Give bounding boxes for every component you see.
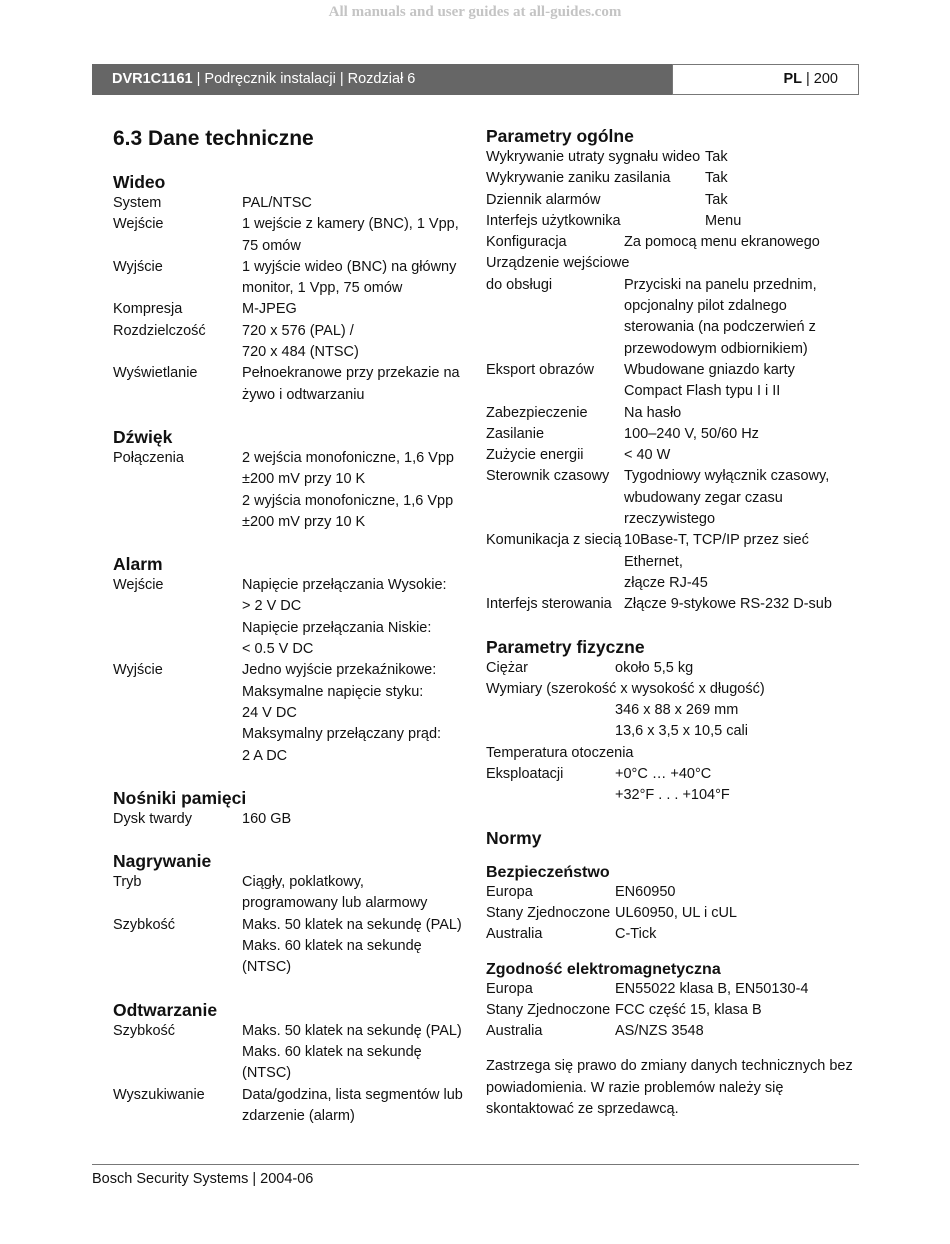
spec-value-line: 2 wyjścia monofoniczne, 1,6 Vpp bbox=[242, 492, 454, 509]
spec-value-line: 1 wyjście wideo (BNC) na główny bbox=[242, 258, 457, 275]
spec-value bbox=[705, 190, 856, 211]
spec-value-line: < 40 W bbox=[624, 447, 671, 464]
spec-value-line: programowany lub alarmowy bbox=[242, 895, 428, 912]
spec-value-line: 346 x 88 x 269 mm bbox=[615, 702, 739, 719]
spec-value-line: 2 A DC bbox=[242, 747, 288, 764]
spec-value-line: 24 V DC bbox=[242, 704, 297, 721]
spec-value bbox=[615, 700, 856, 743]
spec-row bbox=[486, 190, 856, 211]
spec-value bbox=[242, 1021, 473, 1085]
subsection-heading: Zgodność elektromagnetyczna bbox=[486, 960, 721, 978]
spec-label: System bbox=[113, 195, 162, 211]
section-heading: Parametry ogólne bbox=[486, 126, 634, 146]
header-subtitle: | Podręcznik instalacji | Rozdział 6 bbox=[192, 71, 416, 87]
spec-label: Interfejs użytkownika bbox=[486, 212, 621, 229]
spec-value-line: Compact Flash typu I i II bbox=[624, 383, 781, 400]
spec-label: Australia bbox=[486, 926, 543, 943]
spec-label: Dysk twardy bbox=[113, 810, 192, 827]
spec-value-line: Maks. 60 klatek na sekundę bbox=[242, 1043, 422, 1060]
section-heading: Alarm bbox=[113, 554, 163, 575]
spec-value-line: UL60950, UL i cUL bbox=[615, 904, 737, 921]
spec-value bbox=[242, 575, 473, 660]
spec-value-line: Za pomocą menu ekranowego bbox=[624, 234, 820, 251]
model-name: DVR1C1161 bbox=[112, 71, 193, 87]
section-heading: Odtwarzanie bbox=[113, 999, 218, 1020]
language-code: PL bbox=[783, 71, 802, 87]
spec-row bbox=[113, 214, 473, 257]
spec-row bbox=[113, 257, 473, 300]
subsection-heading: Bezpieczeństwo bbox=[486, 863, 610, 881]
spec-label: Europa bbox=[486, 980, 533, 997]
spec-label: Eksploatacji bbox=[486, 766, 564, 783]
spec-label: Wyszukiwanie bbox=[113, 1086, 205, 1103]
spec-label: Szybkość bbox=[113, 916, 176, 933]
spec-value bbox=[705, 211, 856, 232]
spec-row bbox=[486, 594, 856, 615]
spec-label: Eksport obrazów bbox=[486, 361, 594, 378]
section-playback bbox=[113, 999, 473, 1127]
spec-value bbox=[624, 466, 856, 530]
spec-value-line: wbudowany zegar czasu bbox=[624, 489, 783, 506]
spec-value-line: Tak bbox=[705, 149, 728, 165]
spec-value-line: rzeczywistego bbox=[624, 511, 716, 528]
spec-value-line: Data/godzina, lista segmentów lub bbox=[242, 1086, 463, 1103]
spec-row bbox=[486, 403, 856, 424]
spec-label: Tryb bbox=[113, 874, 142, 891]
spec-value bbox=[615, 882, 856, 903]
spec-value bbox=[624, 530, 856, 594]
section-heading: Nagrywanie bbox=[113, 851, 212, 872]
spec-value bbox=[242, 321, 473, 364]
spec-row bbox=[486, 445, 856, 466]
spec-value-line: EN55022 klasa B, EN50130-4 bbox=[615, 980, 809, 997]
spec-label: Zabezpieczenie bbox=[486, 404, 588, 421]
spec-row bbox=[486, 530, 856, 594]
spec-value-line: około 5,5 kg bbox=[615, 659, 694, 676]
spec-value-line: Maks. 50 klatek na sekundę (PAL) bbox=[242, 916, 462, 933]
spec-value bbox=[242, 193, 473, 214]
spec-label: Rozdzielczość bbox=[113, 322, 206, 339]
spec-value bbox=[615, 764, 856, 807]
spec-value bbox=[705, 168, 856, 189]
spec-value-line: Menu bbox=[705, 212, 742, 229]
spec-value-line: Złącze 9-stykowe RS-232 D-sub bbox=[624, 596, 832, 613]
spec-value bbox=[615, 924, 856, 945]
spec-label: do obsługi bbox=[486, 276, 553, 293]
spec-value bbox=[624, 445, 856, 466]
spec-label: Kompresja bbox=[113, 301, 183, 318]
dimensions-label: Wymiary (szerokość x wysokość x długość) bbox=[486, 680, 765, 697]
spec-label: Konfiguracja bbox=[486, 234, 567, 251]
spec-value-line: Maksymalne napięcie styku: bbox=[242, 683, 424, 700]
spec-value bbox=[242, 872, 473, 915]
page-number: | 200 bbox=[801, 71, 838, 87]
section-recording bbox=[113, 850, 473, 978]
section-heading: Dźwięk bbox=[113, 426, 173, 447]
spec-value-line: 100–240 V, 50/60 Hz bbox=[624, 425, 759, 442]
spec-row bbox=[486, 147, 856, 168]
spec-row bbox=[113, 872, 473, 915]
spec-label: Stany Zjednoczone bbox=[486, 904, 611, 921]
spec-row bbox=[113, 915, 473, 979]
section-heading: Wideo bbox=[113, 172, 166, 192]
spec-label: Wyświetlanie bbox=[113, 365, 198, 382]
spec-value bbox=[624, 360, 856, 403]
spec-row bbox=[113, 1085, 473, 1128]
spec-value bbox=[615, 1021, 856, 1042]
spec-label: Wyjście bbox=[113, 662, 163, 679]
spec-label: Wyjście bbox=[113, 258, 163, 275]
spec-value bbox=[624, 232, 856, 253]
spec-value-line: 1 wejście z kamery (BNC), 1 Vpp, bbox=[242, 216, 459, 233]
spec-row bbox=[486, 979, 856, 1000]
spec-row bbox=[486, 211, 856, 232]
section-heading: Nośniki pamięci bbox=[113, 787, 247, 808]
spec-value bbox=[242, 214, 473, 257]
spec-value-line: Pełnoekranowe przy przekazie na bbox=[242, 365, 460, 382]
spec-row bbox=[113, 809, 473, 830]
header-title-bar bbox=[92, 64, 672, 95]
watermark: All manuals and user guides at all-guides.com bbox=[328, 4, 622, 20]
spec-value bbox=[624, 253, 856, 274]
spec-value-line: opcjonalny pilot zdalnego bbox=[624, 298, 787, 315]
spec-row bbox=[113, 321, 473, 364]
spec-row bbox=[486, 882, 856, 903]
spec-row bbox=[486, 764, 856, 807]
header-page-box bbox=[672, 64, 859, 95]
spec-label: Zasilanie bbox=[486, 425, 545, 442]
spec-value-line: Napięcie przełączania Wysokie: bbox=[242, 577, 447, 594]
spec-value-line: przewodowym odbiornikiem) bbox=[624, 340, 808, 357]
spec-value-line: FCC część 15, klasa B bbox=[615, 1001, 762, 1018]
spec-value-line: 10Base-T, TCP/IP przez sieć bbox=[624, 532, 809, 549]
spec-value-line: Wbudowane gniazdo karty bbox=[624, 361, 795, 378]
section-general bbox=[486, 125, 856, 616]
spec-value bbox=[705, 147, 856, 168]
spec-label: Komunikacja z siecią bbox=[486, 532, 622, 549]
section-storage bbox=[113, 787, 473, 830]
spec-value-line: Tak bbox=[705, 170, 728, 187]
spec-value-line: 13,6 x 3,5 x 10,5 cali bbox=[615, 723, 748, 740]
footer-text: Bosch Security Systems | 2004-06 bbox=[92, 1171, 314, 1187]
section-alarm bbox=[113, 553, 473, 767]
spec-label bbox=[486, 700, 615, 743]
spec-value bbox=[242, 1085, 473, 1128]
spec-label: Urządzenie wejściowe bbox=[486, 255, 630, 272]
spec-value bbox=[242, 448, 473, 533]
spec-row bbox=[113, 1021, 473, 1085]
spec-value bbox=[615, 1000, 856, 1021]
spec-value bbox=[242, 660, 473, 766]
spec-row bbox=[486, 903, 856, 924]
spec-label: Dziennik alarmów bbox=[486, 191, 601, 208]
spec-value-line: (NTSC) bbox=[242, 1065, 292, 1082]
temperature-label: Temperatura otoczenia bbox=[486, 744, 634, 761]
spec-value-line: +32°F . . . +104°F bbox=[615, 787, 730, 804]
section-heading: Normy bbox=[486, 827, 542, 848]
spec-value-line: C-Tick bbox=[615, 926, 657, 943]
spec-label: Wykrywanie zaniku zasilania bbox=[486, 170, 671, 187]
disclaimer-note: Zastrzega się prawo do zmiany danych technicznych bez powiadomienia. W razie problemów należy się skontaktować ze sprzedawcą. bbox=[486, 1058, 853, 1117]
spec-value-line: złącze RJ-45 bbox=[624, 574, 708, 591]
spec-value-line: ±200 mV przy 10 K bbox=[242, 513, 366, 530]
spec-value-line: sterowania (na podczerwień z bbox=[624, 319, 816, 336]
spec-value-line bbox=[624, 253, 856, 274]
spec-label: Interfejs sterowania bbox=[486, 596, 612, 613]
section-audio bbox=[113, 426, 473, 533]
spec-value-line: Tak bbox=[705, 191, 728, 208]
spec-row bbox=[486, 275, 856, 360]
spec-label: Ciężar bbox=[486, 659, 528, 676]
spec-value-line: Maks. 50 klatek na sekundę (PAL) bbox=[242, 1022, 462, 1039]
spec-value-line: Ciągły, poklatkowy, bbox=[242, 874, 364, 891]
spec-value-line: monitor, 1 Vpp, 75 omów bbox=[242, 280, 403, 297]
spec-row bbox=[486, 424, 856, 445]
spec-value-line: Maksymalny przełączany prąd: bbox=[242, 726, 442, 743]
section-title: 6.3 Dane techniczne bbox=[113, 127, 314, 150]
spec-row bbox=[113, 193, 473, 214]
spec-label: Europa bbox=[486, 883, 533, 900]
spec-row bbox=[486, 658, 856, 679]
spec-value bbox=[242, 257, 473, 300]
section-video bbox=[113, 171, 473, 406]
spec-value-line: zdarzenie (alarm) bbox=[242, 1107, 355, 1124]
spec-value-line: AS/NZS 3548 bbox=[615, 1023, 704, 1040]
left-column bbox=[113, 125, 473, 1147]
spec-value-line: (NTSC) bbox=[242, 959, 292, 976]
spec-row bbox=[486, 168, 856, 189]
spec-value-line: EN60950 bbox=[615, 883, 676, 900]
spec-value-line: żywo i odtwarzaniu bbox=[242, 386, 365, 403]
spec-row bbox=[113, 363, 473, 406]
spec-row bbox=[486, 253, 856, 274]
section-physical bbox=[486, 636, 856, 807]
spec-value-line: PAL/NTSC bbox=[242, 195, 312, 211]
spec-row bbox=[486, 466, 856, 530]
spec-value-line: Ethernet, bbox=[624, 553, 683, 570]
spec-label: Szybkość bbox=[113, 1022, 176, 1039]
spec-label: Wykrywanie utraty sygnału wideo bbox=[486, 149, 701, 165]
spec-row bbox=[486, 1000, 856, 1021]
spec-value-line: Napięcie przełączania Niskie: bbox=[242, 619, 432, 636]
spec-value bbox=[615, 903, 856, 924]
spec-row bbox=[113, 299, 473, 320]
spec-value-line: < 0.5 V DC bbox=[242, 641, 314, 658]
spec-value bbox=[624, 424, 856, 445]
spec-row bbox=[486, 360, 856, 403]
spec-value-line: 720 x 576 (PAL) / bbox=[242, 322, 354, 339]
spec-value-line: Przyciski na panelu przednim, bbox=[624, 276, 817, 293]
spec-value-line: 160 GB bbox=[242, 810, 292, 827]
spec-value-line: M-JPEG bbox=[242, 301, 297, 318]
spec-value-line: 2 wejścia monofoniczne, 1,6 Vpp bbox=[242, 449, 454, 466]
spec-label: Wejście bbox=[113, 216, 164, 233]
spec-value bbox=[242, 299, 473, 320]
spec-value-line: Na hasło bbox=[624, 404, 682, 421]
spec-value-line: 75 omów bbox=[242, 237, 301, 254]
spec-row bbox=[486, 1021, 856, 1042]
spec-value-line: ±200 mV przy 10 K bbox=[242, 471, 366, 488]
spec-value bbox=[242, 809, 473, 830]
spec-value bbox=[615, 658, 856, 679]
spec-row bbox=[113, 575, 473, 660]
right-column bbox=[486, 125, 856, 1120]
spec-row bbox=[113, 448, 473, 533]
spec-value-line: > 2 V DC bbox=[242, 598, 302, 615]
spec-value bbox=[624, 275, 856, 360]
spec-value-line: +0°C … +40°C bbox=[615, 766, 712, 783]
footer-divider bbox=[92, 1164, 859, 1165]
section-heading: Parametry fizyczne bbox=[486, 636, 645, 657]
spec-label: Stany Zjednoczone bbox=[486, 1001, 611, 1018]
spec-row bbox=[486, 924, 856, 945]
spec-label: Wejście bbox=[113, 577, 164, 594]
spec-value-line: 720 x 484 (NTSC) bbox=[242, 344, 359, 361]
spec-row bbox=[113, 660, 473, 766]
spec-value bbox=[242, 363, 473, 406]
spec-value bbox=[624, 403, 856, 424]
spec-row bbox=[486, 232, 856, 253]
spec-row bbox=[486, 700, 856, 743]
spec-label: Sterownik czasowy bbox=[486, 468, 610, 485]
spec-label: Zużycie energii bbox=[486, 447, 584, 464]
spec-value-line: Tygodniowy wyłącznik czasowy, bbox=[624, 468, 830, 485]
spec-value-line: Maks. 60 klatek na sekundę bbox=[242, 938, 422, 955]
section-norms bbox=[486, 827, 856, 1043]
spec-value bbox=[615, 979, 856, 1000]
spec-label: Australia bbox=[486, 1023, 543, 1040]
spec-label: Połączenia bbox=[113, 449, 184, 466]
spec-value bbox=[624, 594, 856, 615]
spec-value-line: Jedno wyjście przekaźnikowe: bbox=[242, 662, 437, 679]
spec-value bbox=[242, 915, 473, 979]
